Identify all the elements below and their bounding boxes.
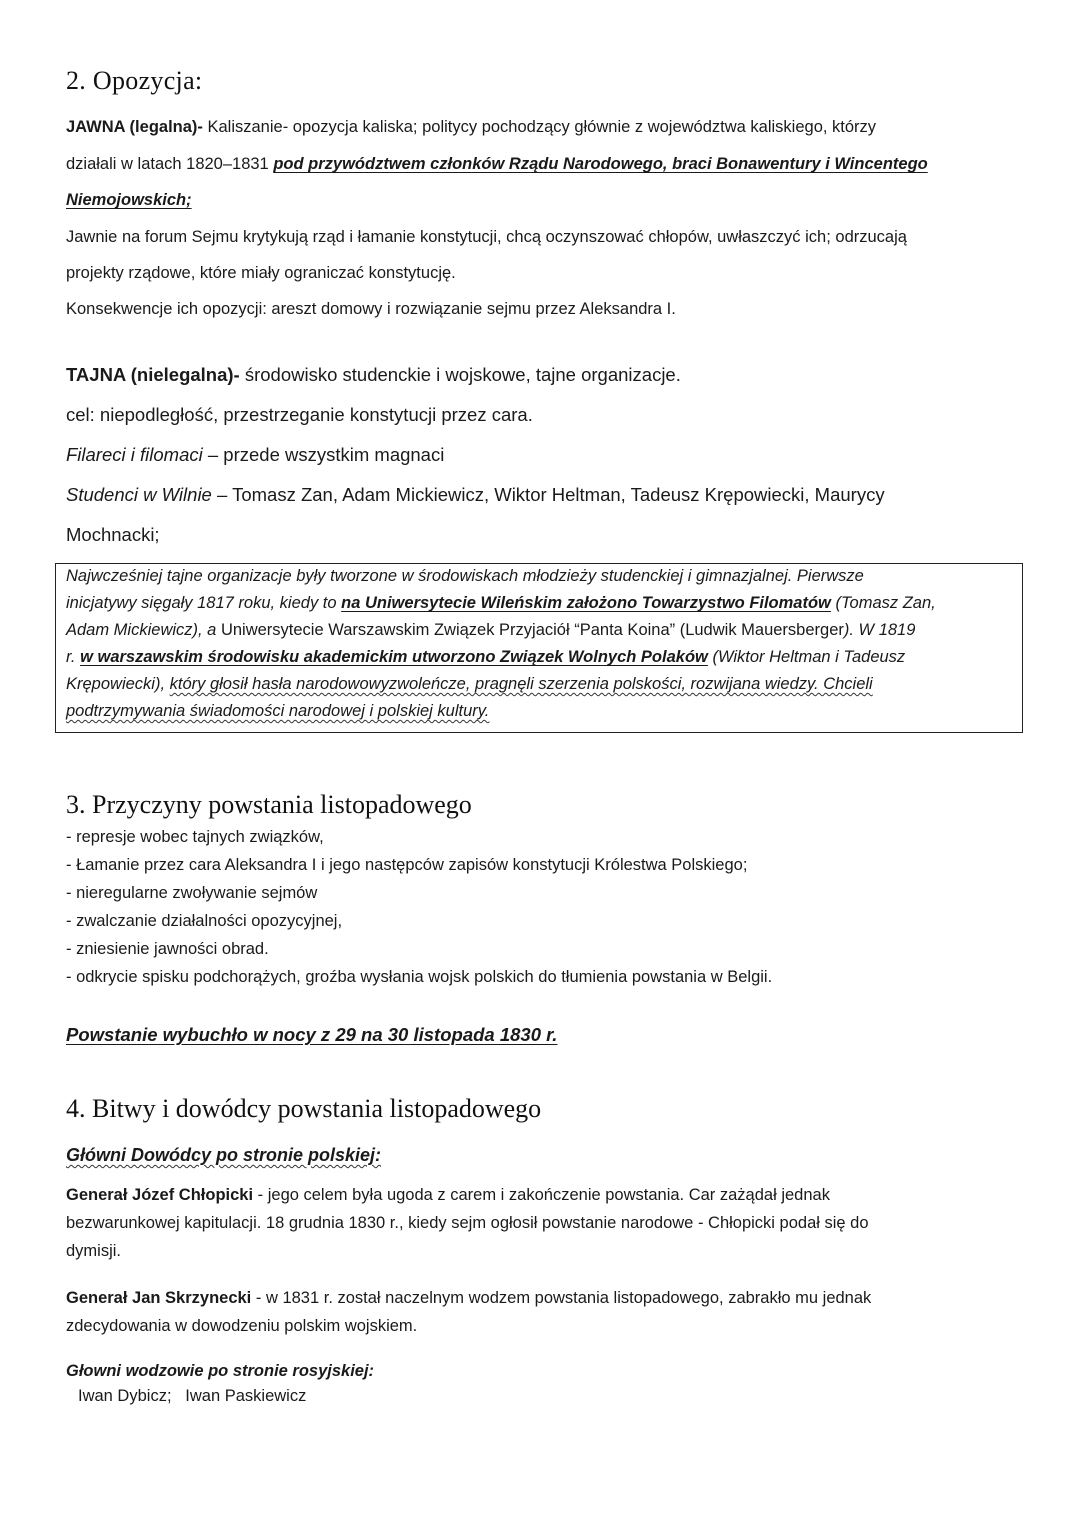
- cause-item: - nieregularne zwoływanie sejmów: [66, 884, 318, 902]
- jawna-line-4: Jawnie na forum Sejmu krytykują rząd i łamanie konstytucji, chcą oczynszować chłopów, uwłaszczyć ich; odrzucają: [66, 228, 907, 246]
- zwiazek-highlight: w warszawskim środowisku akademickim utworzono Związek Wolnych Polaków: [80, 648, 708, 666]
- tajna-line-2: cel: niepodległość, przestrzeganie konstytucji przez cara.: [66, 404, 533, 425]
- jawna-line-6: Konsekwencje ich opozycji: areszt domowy i rozwiązanie sejmu przez Aleksandra I.: [66, 300, 676, 318]
- chlopicki-line-3: dymisji.: [66, 1242, 122, 1260]
- jawna-line-3: Niemojowskich;: [66, 191, 192, 209]
- tajna-line-3: Filareci i filomaci – przede wszystkim magnaci: [66, 444, 445, 465]
- note-line-6: podtrzymywania świadomości narodowej i polskiej kultury.: [66, 702, 490, 720]
- note-line-2: inicjatywy sięgały 1817 roku, kiedy to na Uniwersytecie Wileńskim założono Towarzystwo Filomatów (Tomasz Zan,: [66, 594, 936, 612]
- filomaci-highlight: na Uniwersytecie Wileńskim założono Towarzystwo Filomatów: [341, 594, 831, 612]
- polish-commanders-header: Główni Dowódcy po stronie polskiej:: [66, 1145, 382, 1165]
- jawna-line-5: projekty rządowe, które miały ograniczać konstytucję.: [66, 264, 456, 282]
- jawna-line-1: JAWNA (legalna)- Kaliszanie- opozycja kaliska; politycy pochodzący głównie z województwa kaliskiego, którzy: [66, 118, 877, 136]
- skrzynecki-line-2: zdecydowania w dowodzeniu polskim wojskiem.: [66, 1317, 418, 1335]
- cause-item: - zwalczanie działalności opozycyjnej,: [66, 912, 343, 930]
- outbreak-date: Powstanie wybuchło w nocy z 29 na 30 listopada 1830 r.: [66, 1024, 558, 1045]
- tajna-line-1: TAJNA (nielegalna)- środowisko studenckie i wojskowe, tajne organizacje.: [66, 364, 681, 385]
- note-line-3: Adam Mickiewicz), a Uniwersytecie Warszawskim Związek Przyjaciół “Panta Koina” (Ludwik Mauersberger). W 1819: [66, 621, 916, 639]
- skrzynecki-line-1: Generał Jan Skrzynecki - w 1831 r. został naczelnym wodzem powstania listopadowego, zabrakło mu jednak: [66, 1289, 872, 1307]
- tajna-line-5: Mochnacki;: [66, 524, 160, 545]
- russian-commanders-names: Iwan Dybicz; Iwan Paskiewicz: [78, 1387, 307, 1405]
- jawna-line-2: działali w latach 1820–1831 pod przywództwem członków Rządu Narodowego, braci Bonawentury i Wincentego: [66, 155, 928, 173]
- note-line-5: Krępowiecki), który głosił hasła narodowowyzwoleńcze, pragnęli szerzenia polskości, rozwijana wiedzy. Chcieli: [66, 675, 873, 693]
- tajna-line-4: Studenci w Wilnie – Tomasz Zan, Adam Mickiewicz, Wiktor Heltman, Tadeusz Krępowiecki, Maurycy: [66, 484, 885, 505]
- chlopicki-name: Generał Józef Chłopicki: [66, 1186, 254, 1204]
- russian-commanders-header: Głowni wodzowie po stronie rosyjskiej:: [66, 1362, 375, 1380]
- jawna-label: JAWNA (legalna)-: [66, 118, 203, 136]
- cause-item: - Łamanie przez cara Aleksandra I i jego następców zapisów konstytucji Królestwa Polskiego;: [66, 856, 748, 874]
- section-2-title: 2. Opozycja:: [66, 66, 203, 95]
- chlopicki-line-1: Generał Józef Chłopicki - jego celem była ugoda z carem i zakończenie powstania. Car zażądał jednak: [66, 1186, 830, 1204]
- section-4-title: 4. Bitwy i dowódcy powstania listopadowego: [66, 1094, 542, 1123]
- note-line-1: Najwcześniej tajne organizacje były tworzone w środowiskach młodzieży studenckiej i gimnazjalnej. Pierwsze: [66, 567, 864, 585]
- section-3-title: 3. Przyczyny powstania listopadowego: [66, 790, 472, 819]
- cause-item: - odkrycie spisku podchorążych, groźba wysłania wojsk polskich do tłumienia powstania w Belgii.: [66, 968, 773, 986]
- tajna-label: TAJNA (nielegalna)-: [66, 364, 240, 385]
- jawna-leadership: pod przywództwem członków Rządu Narodowego, braci Bonawentury i Wincentego: [273, 155, 928, 173]
- note-box: [55, 563, 1023, 733]
- chlopicki-line-2: bezwarunkowej kapitulacji. 18 grudnia 1830 r., kiedy sejm ogłosił powstanie narodowe - Chłopicki podał się do: [66, 1214, 869, 1232]
- cause-item: - zniesienie jawności obrad.: [66, 940, 269, 958]
- cause-item: - represje wobec tajnych związków,: [66, 828, 324, 846]
- note-line-4: r. w warszawskim środowisku akademickim utworzono Związek Wolnych Polaków (Wiktor Heltman i Tadeusz: [66, 648, 906, 666]
- skrzynecki-name: Generał Jan Skrzynecki: [66, 1289, 252, 1307]
